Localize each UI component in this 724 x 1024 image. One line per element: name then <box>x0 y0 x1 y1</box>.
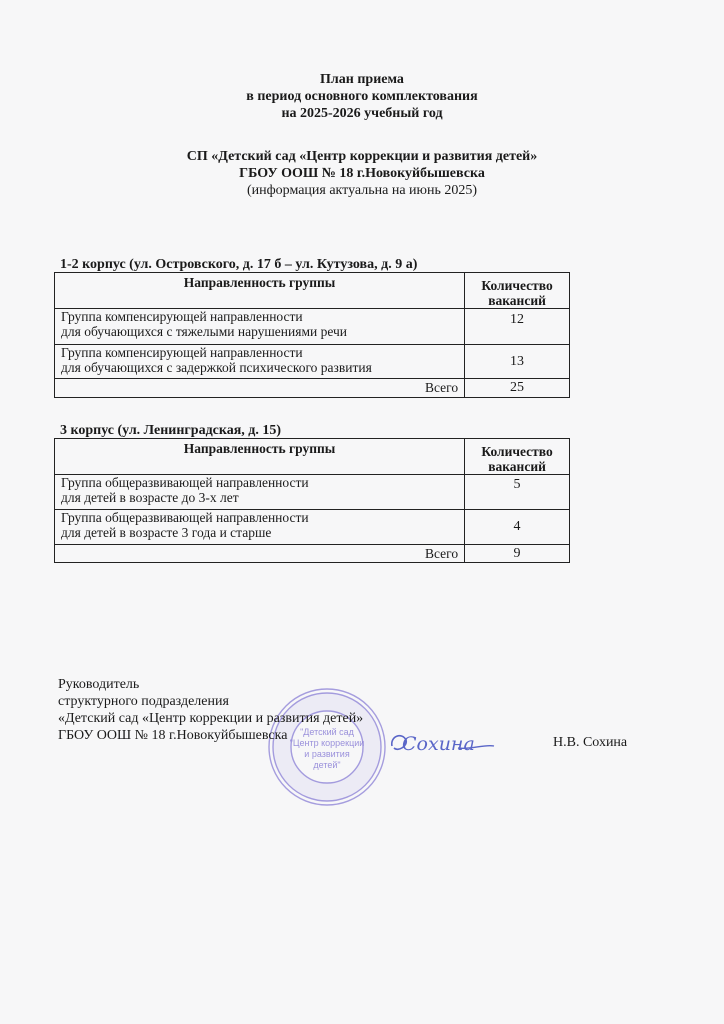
group-direction-line2: для детей в возрасте до 3-х лет <box>61 490 239 505</box>
total-label: Всего <box>55 379 465 398</box>
group-direction-cell <box>55 345 465 379</box>
total-row <box>55 379 570 398</box>
column-header-direction: Направленность группы <box>55 439 465 475</box>
group-direction-line1: Группа компенсирующей направленности <box>61 309 303 324</box>
table-row <box>55 345 570 379</box>
seal-text-2: "Центр коррекции <box>289 738 365 748</box>
vacancy-table-2 <box>54 438 570 563</box>
vacancy-count: 5 <box>465 475 570 510</box>
signer-position-1: Руководитель <box>58 677 140 692</box>
total-label: Всего <box>55 545 465 563</box>
signature-text: Сохина <box>402 733 475 755</box>
table-row <box>55 309 570 345</box>
signer-position-4: ГБОУ ООШ № 18 г.Новокуйбышевска <box>58 728 288 743</box>
section-title-2: 3 корпус (ул. Ленинградская, д. 15) <box>60 423 282 438</box>
column-header-count <box>465 273 570 309</box>
group-direction-line2: для обучающихся с тяжелыми нарушениями речи <box>61 324 348 339</box>
group-direction-cell <box>55 510 465 545</box>
org-name: СП «Детский сад «Центр коррекции и развития детей» <box>186 149 538 164</box>
vacancy-count: 4 <box>465 510 570 545</box>
vacancy-table-1 <box>54 272 570 398</box>
group-direction-cell <box>55 309 465 345</box>
column-header-count-line2: вакансий <box>488 293 546 308</box>
column-header-count-line2: вакансий <box>488 459 546 474</box>
vacancy-count: 12 <box>465 309 570 345</box>
table-header-row <box>55 273 570 309</box>
group-direction-line1: Группа общеразвивающей направленности <box>61 475 309 490</box>
seal-text-3: и развития <box>304 749 350 759</box>
table-row <box>55 510 570 545</box>
seal-text-1: "Детский сад <box>300 727 354 737</box>
organization-block <box>0 148 724 200</box>
signer-position-3: «Детский сад «Центр коррекции и развития детей» <box>58 711 364 726</box>
group-direction-cell <box>55 475 465 510</box>
total-row <box>55 545 570 563</box>
seal-text-4: детей" <box>313 760 341 770</box>
section-title-1: 1-2 корпус (ул. Островского, д. 17 б – ул. Кутузова, д. 9 а) <box>60 257 418 272</box>
academic-year: на 2025-2026 учебный год <box>281 106 443 121</box>
signer-position-2: структурного подразделения <box>58 694 229 709</box>
total-value: 25 <box>465 379 570 398</box>
group-direction-line2: для детей в возрасте 3 года и старше <box>61 525 272 540</box>
info-note: (информация актуальна на июнь 2025) <box>246 183 478 198</box>
plan-title: План приема <box>320 72 404 87</box>
column-header-count-line1: Количество <box>481 278 553 293</box>
column-header-count <box>465 439 570 475</box>
table-header-row <box>55 439 570 475</box>
group-direction-line2: для обучающихся с задержкой психического развития <box>61 360 372 375</box>
total-value: 9 <box>465 545 570 563</box>
column-header-direction: Направленность группы <box>55 273 465 309</box>
vacancy-count: 13 <box>465 345 570 379</box>
signature-block <box>58 676 363 744</box>
group-direction-line1: Группа компенсирующей направленности <box>61 345 303 360</box>
signer-name: Н.В. Сохина <box>553 735 628 750</box>
column-header-count-line1: Количество <box>481 444 553 459</box>
table-row <box>55 475 570 510</box>
org-school: ГБОУ ООШ № 18 г.Новокуйбышевска <box>239 166 485 181</box>
group-direction-line1: Группа общеразвивающей направленности <box>61 510 309 525</box>
document-header <box>0 71 724 122</box>
handwritten-signature <box>388 726 498 760</box>
plan-subtitle: в период основного комплектования <box>246 89 478 104</box>
